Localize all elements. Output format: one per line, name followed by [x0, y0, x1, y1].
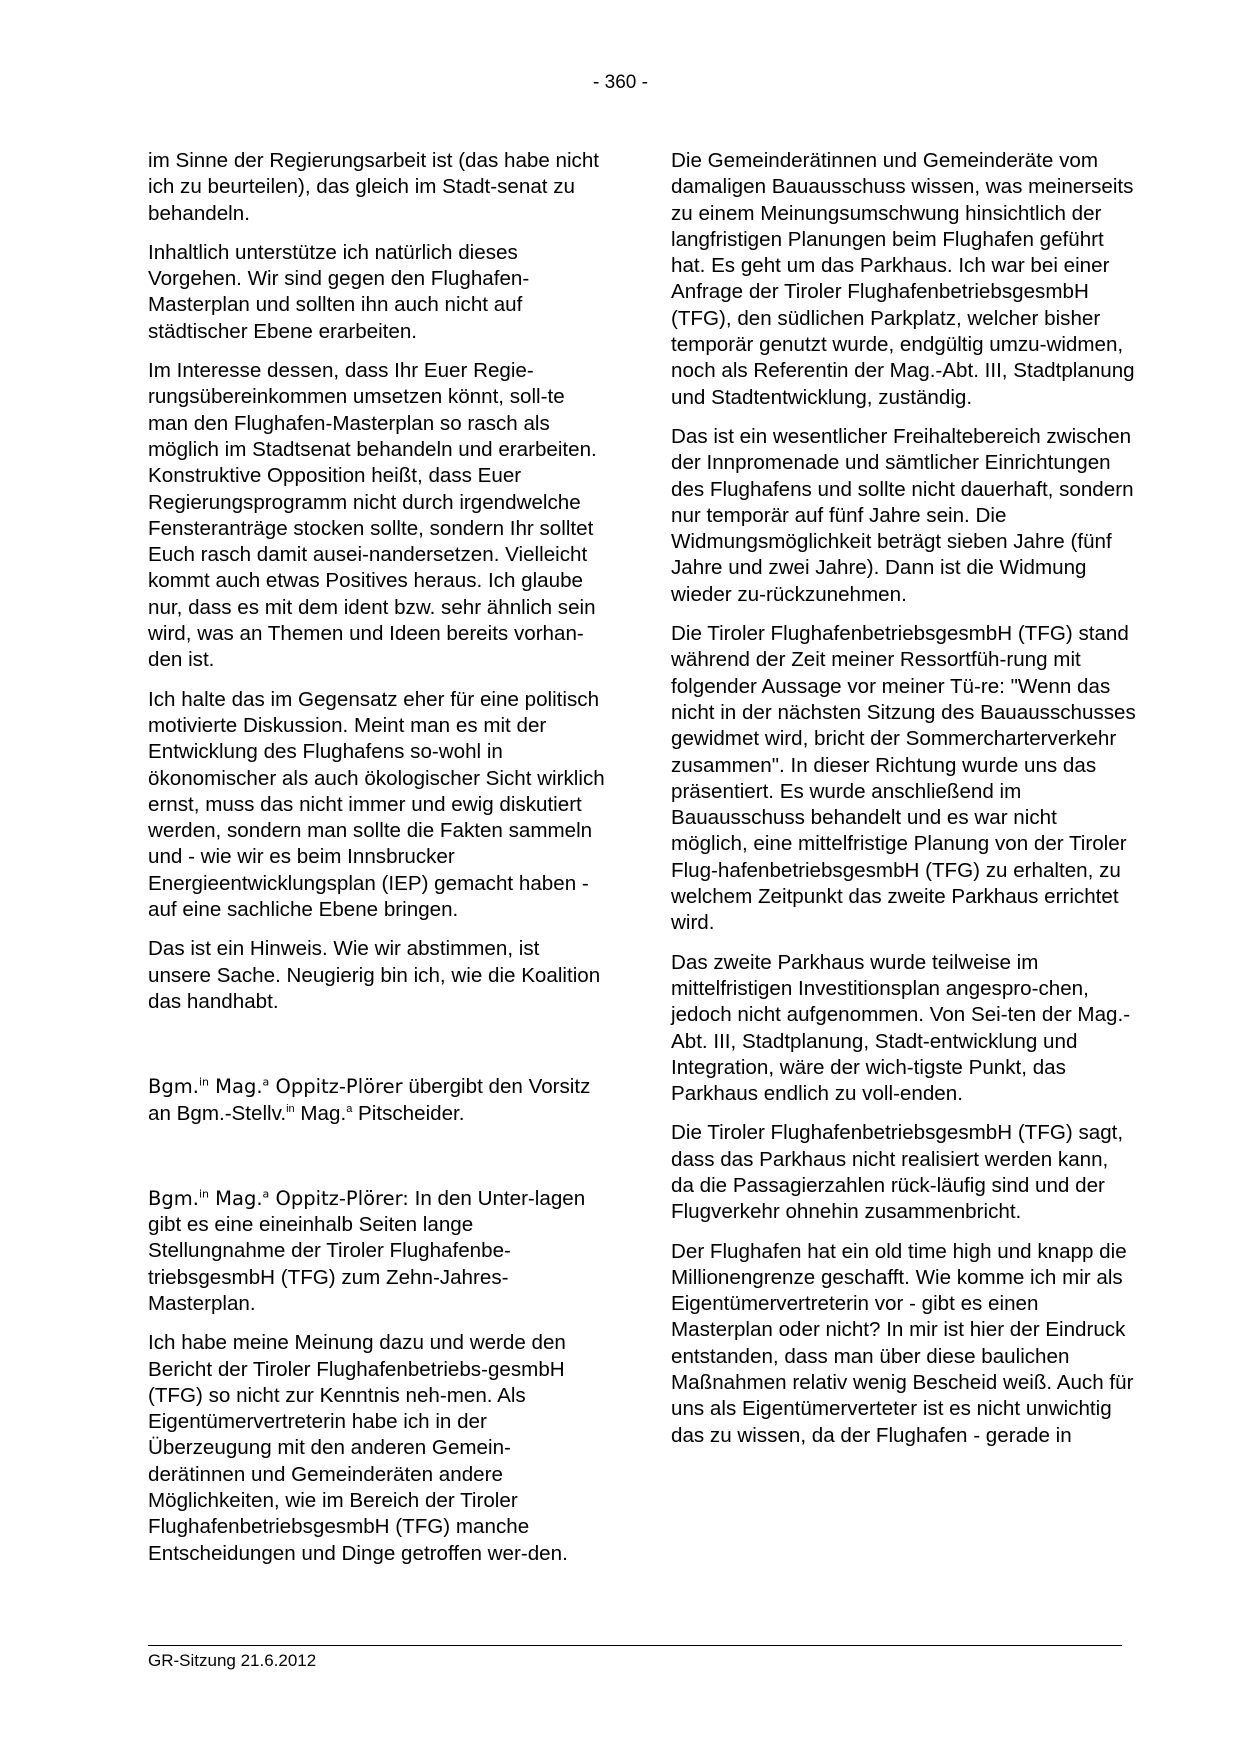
- spacer: [148, 1028, 608, 1074]
- speech-paragraph: Bgm.$^{in}$ Mag.$^a$ Oppitz-Plörer: In den Unter-lagen gibt es eine eineinhalb Seiten lange Stellungnahme der Tiroler Flughafenbe-triebsgesmbH (TFG) zum Zehn-Jahres-Masterplan.: [148, 1186, 586, 1315]
- paragraph: Im Interesse dessen, dass Ihr Euer Regie-rungsübereinkommen umsetzen könnt, soll-te man den Flughafen-Masterplan so rasch als möglich im Stadtsenat behandeln und erarbeiten. Konstruktive Opposition heißt, dass Euer Regierungsprogramm nicht durch irgendwelche Fensteranträge stocken sollte, sondern Ihr solltet Euch rasch damit ausei-nandersetzen. Vielleicht kommt auch etwas Positives heraus. Ich glaube nur, dass es mit dem ident bzw. sehr ähnlich sein wird, was an Themen und Ideen bereits vorhan-den ist.: [148, 359, 597, 672]
- left-column: [148, 148, 608, 1580]
- paragraph: Die Gemeinderätinnen und Gemeinderäte vom damaligen Bauausschuss wissen, was meinerseits zu einem Meinungsumschwung hinsichtlich der langfristigen Planungen beim Flughafen geführt hat. Es geht um das Parkhaus. Ich war bei einer Anfrage der Tiroler FlughafenbetriebsgesmbH (TFG), den südlichen Parkplatz, welcher bisher temporär genutzt wurde, endgültig umzu-widmen, noch als Referentin der Mag.-Abt. III, Stadtplanung und Stadtentwicklung, zuständig.: [671, 149, 1135, 409]
- page-number: - 360 -: [593, 72, 648, 93]
- speaker-label: Bgm.$^{in}$ Mag.$^a$ Oppitz-Plörer:: [148, 1186, 409, 1210]
- spacer: [148, 1140, 608, 1186]
- paragraph: Ich habe meine Meinung dazu und werde den Bericht der Tiroler Flughafenbetriebs-gesmbH (TFG) so nicht zur Kenntnis neh-men. Als Eigentümervertreterin habe ich in der Überzeugung mit den anderen Gemein-derätinnen und Gemeinderäten andere Möglichkeiten, wie im Bereich der Tiroler FlughafenbetriebsgesmbH (TFG) manche Entscheidungen und Dinge getroffen wer-den.: [148, 1331, 568, 1565]
- paragraph: im Sinne der Regierungsarbeit ist (das habe nicht ich zu beurteilen), das gleich im Stadt-senat zu behandeln.: [148, 149, 600, 225]
- paragraph: Der Flughafen hat ein old time high und knapp die Millionengrenze geschafft. Wie komme ich mir als Eigentümervertreterin vor - gibt es einen Masterplan oder nicht? In mir ist hier der Eindruck entstanden, dass man über diese baulichen Maßnahmen relativ wenig Bescheid weiß. Auch für uns als Eigentümerverteter ist es nicht unwichtig das zu wissen, da der Flughafen - gerade in: [671, 1239, 1134, 1447]
- paragraph: Inhaltlich unterstütze ich natürlich dieses Vorgehen. Wir sind gegen den Flughafen-Masterplan und sollten ihn auch nicht auf städtischer Ebene erarbeiten.: [148, 240, 530, 343]
- paragraph: Das ist ein wesentlicher Freihaltebereich zwischen der Innpromenade und sämtlicher Einrichtungen des Flughafens und sollte nicht dauerhaft, sondern nur temporär auf fünf Jahre sein. Die Widmungsmöglichkeit beträgt sieben Jahre (fünf Jahre und zwei Jahre). Dann ist die Widmung wieder zu-rückzunehmen.: [671, 424, 1134, 606]
- footer-divider: [148, 1645, 1122, 1646]
- paragraph: Ich halte das im Gegensatz eher für eine politisch motivierte Diskussion. Meint man es mit der Entwicklung des Flughafens so-wohl in ökonomischer als auch ökologischer Sicht wirklich ernst, muss das nicht immer und ewig diskutiert werden, sondern man sollte die Fakten sammeln und - wie wir es beim Innsbrucker Energieentwicklungsplan (IEP) gemacht haben - auf eine sachliche Ebene bringen.: [148, 687, 605, 922]
- paragraph: Das ist ein Hinweis. Wie wir abstimmen, ist unsere Sache. Neugierig bin ich, wie die Koalition das handhabt.: [148, 937, 601, 1013]
- paragraph: Die Tiroler FlughafenbetriebsgesmbH (TFG) sagt, dass das Parkhaus nicht realisiert werden kann, da die Passagierzahlen rück-läufig sind und der Flugverkehr ohnehin zusammenbricht.: [671, 1121, 1124, 1224]
- footer-session-date: GR-Sitzung 21.6.2012: [148, 1651, 317, 1670]
- paragraph: Die Tiroler FlughafenbetriebsgesmbH (TFG) stand während der Zeit meiner Ressortfüh-rung mit folgender Aussage vor meiner Tü-re: "Wenn das nicht in der nächsten Sitzung des Bauausschusses gewidmet wird, bricht der Sommercharterverkehr zusammen". In dieser Richtung wurde uns das präsentiert. Es wurde anschließend im Bauausschuss behandelt und es war nicht möglich, eine mittelfristige Planung von der Tiroler Flug-hafenbetriebsgesmbH (TFG) zu erhalten, zu welchem Zeitpunkt das zweite Parkhaus errichtet wird.: [671, 622, 1136, 935]
- right-column: [671, 148, 1136, 1462]
- speaker-label: Bgm.$^{in}$ Mag.$^a$ Oppitz-Plörer: [148, 1075, 403, 1099]
- procedural-note: Bgm.$^{in}$ Mag.$^a$ Oppitz-Plörer übergibt den Vorsitz an Bgm.-Stellv.$^{in}$ Mag.$^a$ Pitscheider.: [148, 1075, 591, 1125]
- paragraph: Das zweite Parkhaus wurde teilweise im mittelfristigen Investitionsplan angespro-chen, jedoch nicht aufgenommen. Von Sei-ten der Mag.-Abt. III, Stadtplanung, Stadt-entwicklung und Integration, wäre der wich-tigste Punkt, das Parkhaus endlich zu voll-enden.: [671, 950, 1131, 1106]
